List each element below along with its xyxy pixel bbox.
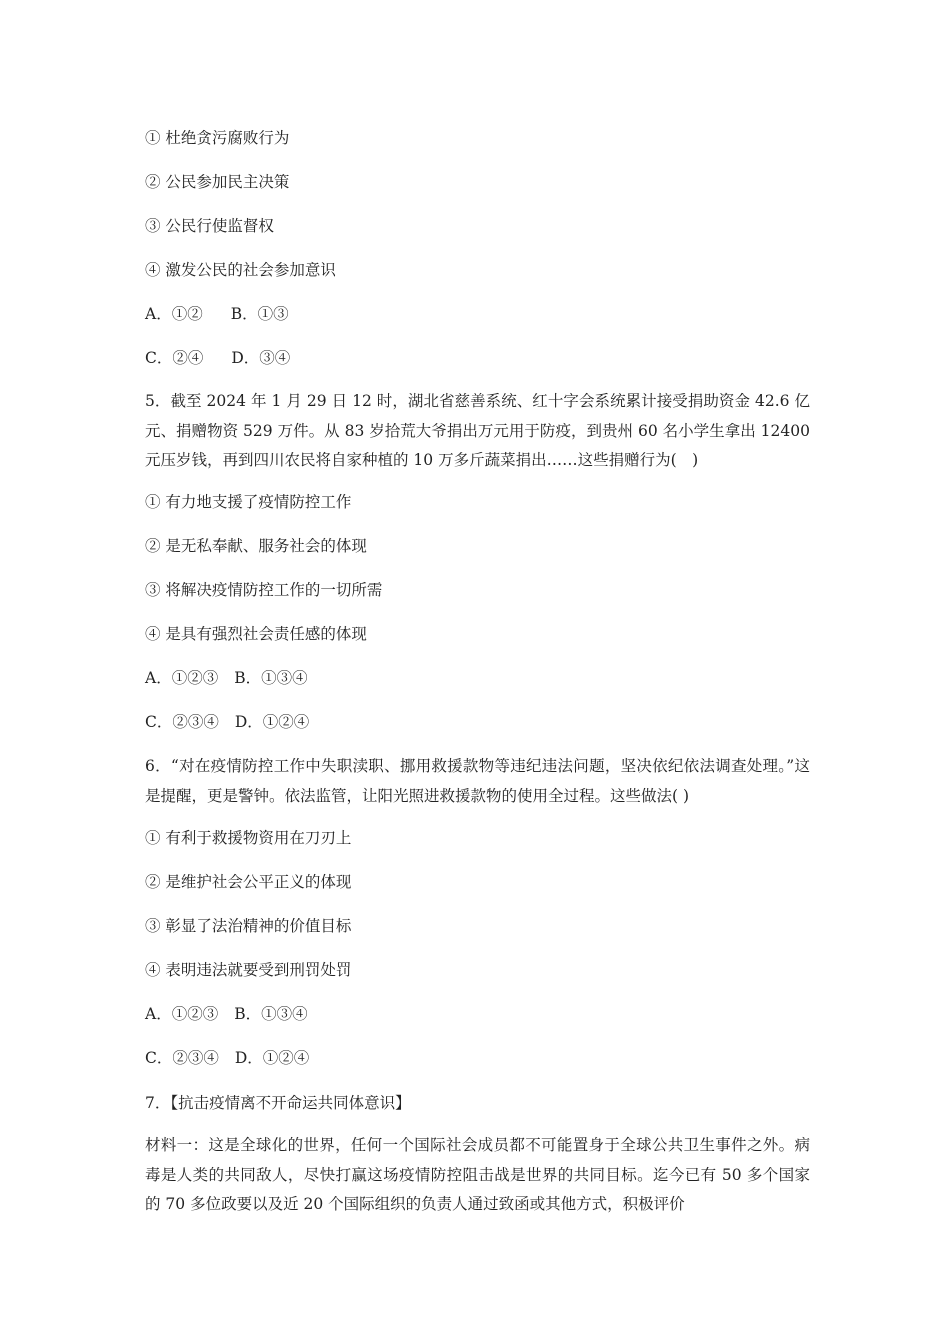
q6-options-row-1 xyxy=(145,1003,810,1025)
q5-option-a: A．①②③ xyxy=(145,669,219,687)
q7-material-1: 材料一：这是全球化的世界，任何一个国际社会成员都不可能置身于全球公共卫生事件之外。病毒是人类的共同敌人，尽快打赢这场疫情防控阻击战是世界的共同目标。迄今已有 50 多个国家的 70 多位政要以及近 20 个国际组织的负责人通过致函或其他方式，积极评价 xyxy=(145,1136,810,1213)
q5-option-b: B．①③④ xyxy=(234,669,308,687)
q5-stem: 5．截至 2024 年 1 月 29 日 12 时，湖北省慈善系统、红十字会系统累计接受捐助资金 42.6 亿元、捐赠物资 529 万件。从 83 岁拾荒大爷捐出万元用于防疫，到贵州 60 名小学生拿出 12400 元压岁钱，再到四川农民将自家种植的 10 万多斤蔬菜捐出……这些捐赠行为( ) xyxy=(145,392,810,469)
q5-item-3: ③ 将解决疫情防控工作的一切所需 xyxy=(145,581,383,599)
q6-option-d: D．①②④ xyxy=(234,1049,310,1067)
q5-item-1: ① 有力地支援了疫情防控工作 xyxy=(145,493,352,511)
q6-options-row-2 xyxy=(145,1047,810,1069)
q5-option-c: C．②③④ xyxy=(145,713,219,731)
q4-item-4: ④ 激发公民的社会参加意识 xyxy=(145,261,336,279)
q6-option-c: C．②③④ xyxy=(145,1049,219,1067)
q4-options-row-2 xyxy=(145,347,810,369)
q6-item-2: ② 是维护社会公平正义的体现 xyxy=(145,873,352,891)
q4-item-1: ① 杜绝贪污腐败行为 xyxy=(145,129,290,147)
q4-options-row-1 xyxy=(145,303,810,325)
q7-title: 7．【抗击疫情离不开命运共同体意识】 xyxy=(145,1094,411,1112)
q5-options-row-1 xyxy=(145,667,810,689)
q4-option-b: B．①③ xyxy=(230,305,289,323)
q4-item-3: ③ 公民行使监督权 xyxy=(145,217,274,235)
q5-option-d: D．①②④ xyxy=(234,713,310,731)
q6-item-1: ① 有利于救援物资用在刀刃上 xyxy=(145,829,352,847)
q4-item-2: ② 公民参加民主决策 xyxy=(145,173,290,191)
q5-item-4: ④ 是具有强烈社会责任感的体现 xyxy=(145,625,367,643)
q6-option-b: B．①③④ xyxy=(234,1005,308,1023)
q4-option-c: C．②④ xyxy=(145,349,204,367)
q5-options-row-2 xyxy=(145,711,810,733)
q6-item-4: ④ 表明违法就要受到刑罚处罚 xyxy=(145,961,352,979)
q4-option-a: A．①② xyxy=(145,305,203,323)
q6-option-a: A．①②③ xyxy=(145,1005,219,1023)
q6-item-3: ③ 彰显了法治精神的价值目标 xyxy=(145,917,352,935)
q4-option-d: D．③④ xyxy=(231,349,291,367)
q6-stem: 6．“对在疫情防控工作中失职渎职、挪用救援款物等违纪违法问题，坚决依纪依法调查处理。”这是提醒，更是警钟。依法监管，让阳光照进救援款物的使用全过程。这些做法( ) xyxy=(145,757,810,805)
q5-item-2: ② 是无私奉献、服务社会的体现 xyxy=(145,537,367,555)
